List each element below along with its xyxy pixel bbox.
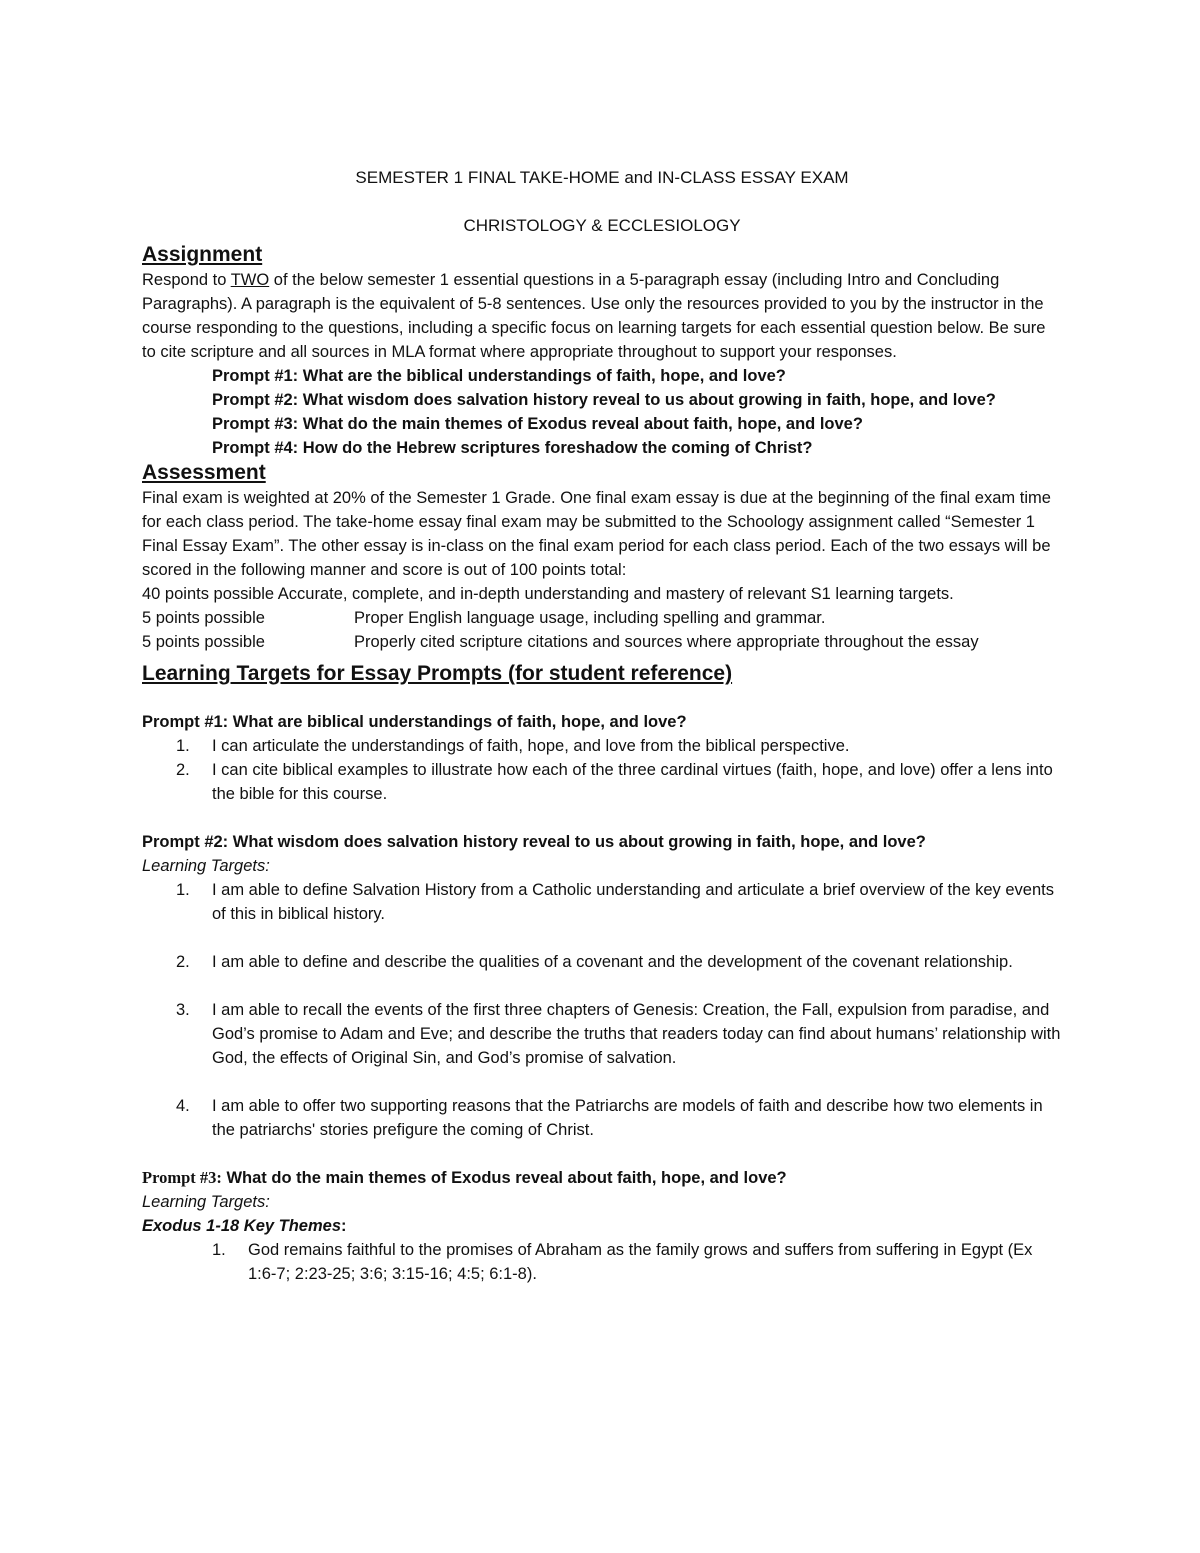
assessment-row-desc: Properly cited scripture citations and sources where appropriate throughout the essay [354, 633, 979, 651]
list-item [142, 878, 1062, 926]
assignment-text-underlined: TWO [230, 271, 270, 289]
assessment-row-points: 5 points possible [142, 633, 265, 651]
assignment-prompt-3: Prompt #3: What do the main themes of Exodus reveal about faith, hope, and love? [212, 415, 863, 433]
assignment-heading: Assignment [142, 243, 263, 266]
prompt-1-section [142, 710, 1062, 806]
list-number: 1. [176, 737, 190, 755]
assessment-row-points: 5 points possible [142, 609, 265, 627]
list-number: 1. [212, 1241, 226, 1259]
document-subtitle: CHRISTOLOGY & ECCLESIOLOGY [463, 216, 741, 235]
assessment-heading: Assessment [142, 461, 266, 484]
list-item-text: I am able to recall the events of the first three chapters of Genesis: Creation, the Fall, expulsion from paradise, and God’s promise to Adam and Eve; and describe the truths that readers today can find about humans’ relationship with God, the effects of Original Sin, and God’s promise of salvation. [212, 1001, 1061, 1067]
assignment-prompt-4: Prompt #4: How do the Hebrew scriptures foreshadow the coming of Christ? [212, 439, 813, 457]
assessment-row-language [142, 606, 1062, 630]
assessment-paragraph: Final exam is weighted at 20% of the Semester 1 Grade. One final exam essay is due at the beginning of the final exam time for each class period. The take-home essay final exam may be submitted to the Schoology assignment called “Semester 1 Final Essay Exam”. The other essay is in-class on the final exam period for each class period. Each of the two essays will be scored in the following manner and score is out of 100 points total: [142, 489, 1051, 579]
prompt-2-question: What wisdom does salvation history reveal to us about growing in faith, hope, and love? [228, 833, 926, 851]
prompt-2-label: Prompt #2: [142, 833, 229, 851]
prompt-1-question: What are biblical understandings of faith, hope, and love? [228, 713, 687, 731]
prompt-3-heading [142, 1166, 1062, 1190]
assignment-prompt-1: Prompt #1: What are the biblical understandings of faith, hope, and love? [212, 367, 786, 385]
prompt-2-targets [142, 878, 1062, 1142]
list-number: 2. [176, 761, 190, 779]
prompt-2-heading [142, 830, 1062, 854]
assignment-prompt-2: Prompt #2: What wisdom does salvation history reveal to us about growing in faith, hope, and love? [212, 391, 996, 409]
assignment-paragraph [142, 268, 1062, 364]
assessment-40-points: 40 points possible Accurate, complete, and in-depth understanding and mastery of relevant S1 learning targets. [142, 585, 954, 603]
prompt-3-question: What do the main themes of Exodus reveal about faith, hope, and love? [221, 1169, 787, 1187]
prompt-1-targets [142, 734, 1062, 806]
prompt-1-heading [142, 710, 1062, 734]
assessment-row-desc: Proper English language usage, including spelling and grammar. [354, 609, 826, 627]
list-item [142, 950, 1062, 974]
prompt-3-key-themes [142, 1214, 1062, 1238]
document-title: SEMESTER 1 FINAL TAKE-HOME and IN-CLASS ESSAY EXAM [355, 168, 849, 187]
key-themes-label: Exodus 1-18 Key Themes [142, 1217, 341, 1235]
list-item [142, 734, 1062, 758]
list-number: 2. [176, 953, 190, 971]
list-item [142, 998, 1062, 1070]
key-themes-colon: : [341, 1217, 347, 1235]
list-item-text: I am able to define and describe the qualities of a covenant and the development of the covenant relationship. [212, 953, 1013, 971]
prompt-1-label: Prompt #1: [142, 713, 229, 731]
list-item [142, 1094, 1062, 1142]
prompt-3-section [142, 1166, 1062, 1286]
list-item-text: I can articulate the understandings of faith, hope, and love from the biblical perspective. [212, 737, 850, 755]
list-number: 4. [176, 1097, 190, 1115]
list-item-text: God remains faithful to the promises of Abraham as the family grows and suffers from suffering in Egypt (Ex 1:6-7; 2:23-25; 3:6; 3:15-16; 4:5; 6:1-8). [248, 1241, 1033, 1283]
list-item-text: I can cite biblical examples to illustrate how each of the three cardinal virtues (faith, hope, and love) offer a lens into the bible for this course. [212, 761, 1053, 803]
assessment-row-citations [142, 630, 1062, 654]
document-body [142, 166, 1062, 1286]
prompt-2-section [142, 830, 1062, 1142]
prompt-3-label: Prompt #3: [142, 1168, 222, 1187]
list-number: 1. [176, 881, 190, 899]
list-item [142, 1238, 1062, 1286]
assignment-prompt-list [142, 364, 1062, 460]
list-number: 3. [176, 1001, 190, 1019]
learning-targets-heading: Learning Targets for Essay Prompts (for student reference) [142, 662, 733, 685]
prompt-3-subheading: Learning Targets: [142, 1193, 270, 1211]
prompt-3-targets [142, 1238, 1062, 1286]
list-item-text: I am able to define Salvation History from a Catholic understanding and articulate a brief overview of the key events of this in biblical history. [212, 881, 1054, 923]
list-item [142, 758, 1062, 806]
list-item-text: I am able to offer two supporting reasons that the Patriarchs are models of faith and describe how two elements in the patriarchs' stories prefigure the coming of Christ. [212, 1097, 1043, 1139]
prompt-2-subheading: Learning Targets: [142, 857, 270, 875]
assignment-text-rest: of the below semester 1 essential questions in a 5-paragraph essay (including Intro and Concluding Paragraphs). A paragraph is the equivalent of 5-8 sentences. Use only the resources provided to you by the instructor in the course responding to the questions, including a specific focus on learning targets for each essential question below. Be sure to cite scripture and all sources in MLA format where appropriate throughout to support your responses. [142, 271, 1046, 361]
assignment-text-start: Respond to [142, 271, 231, 289]
